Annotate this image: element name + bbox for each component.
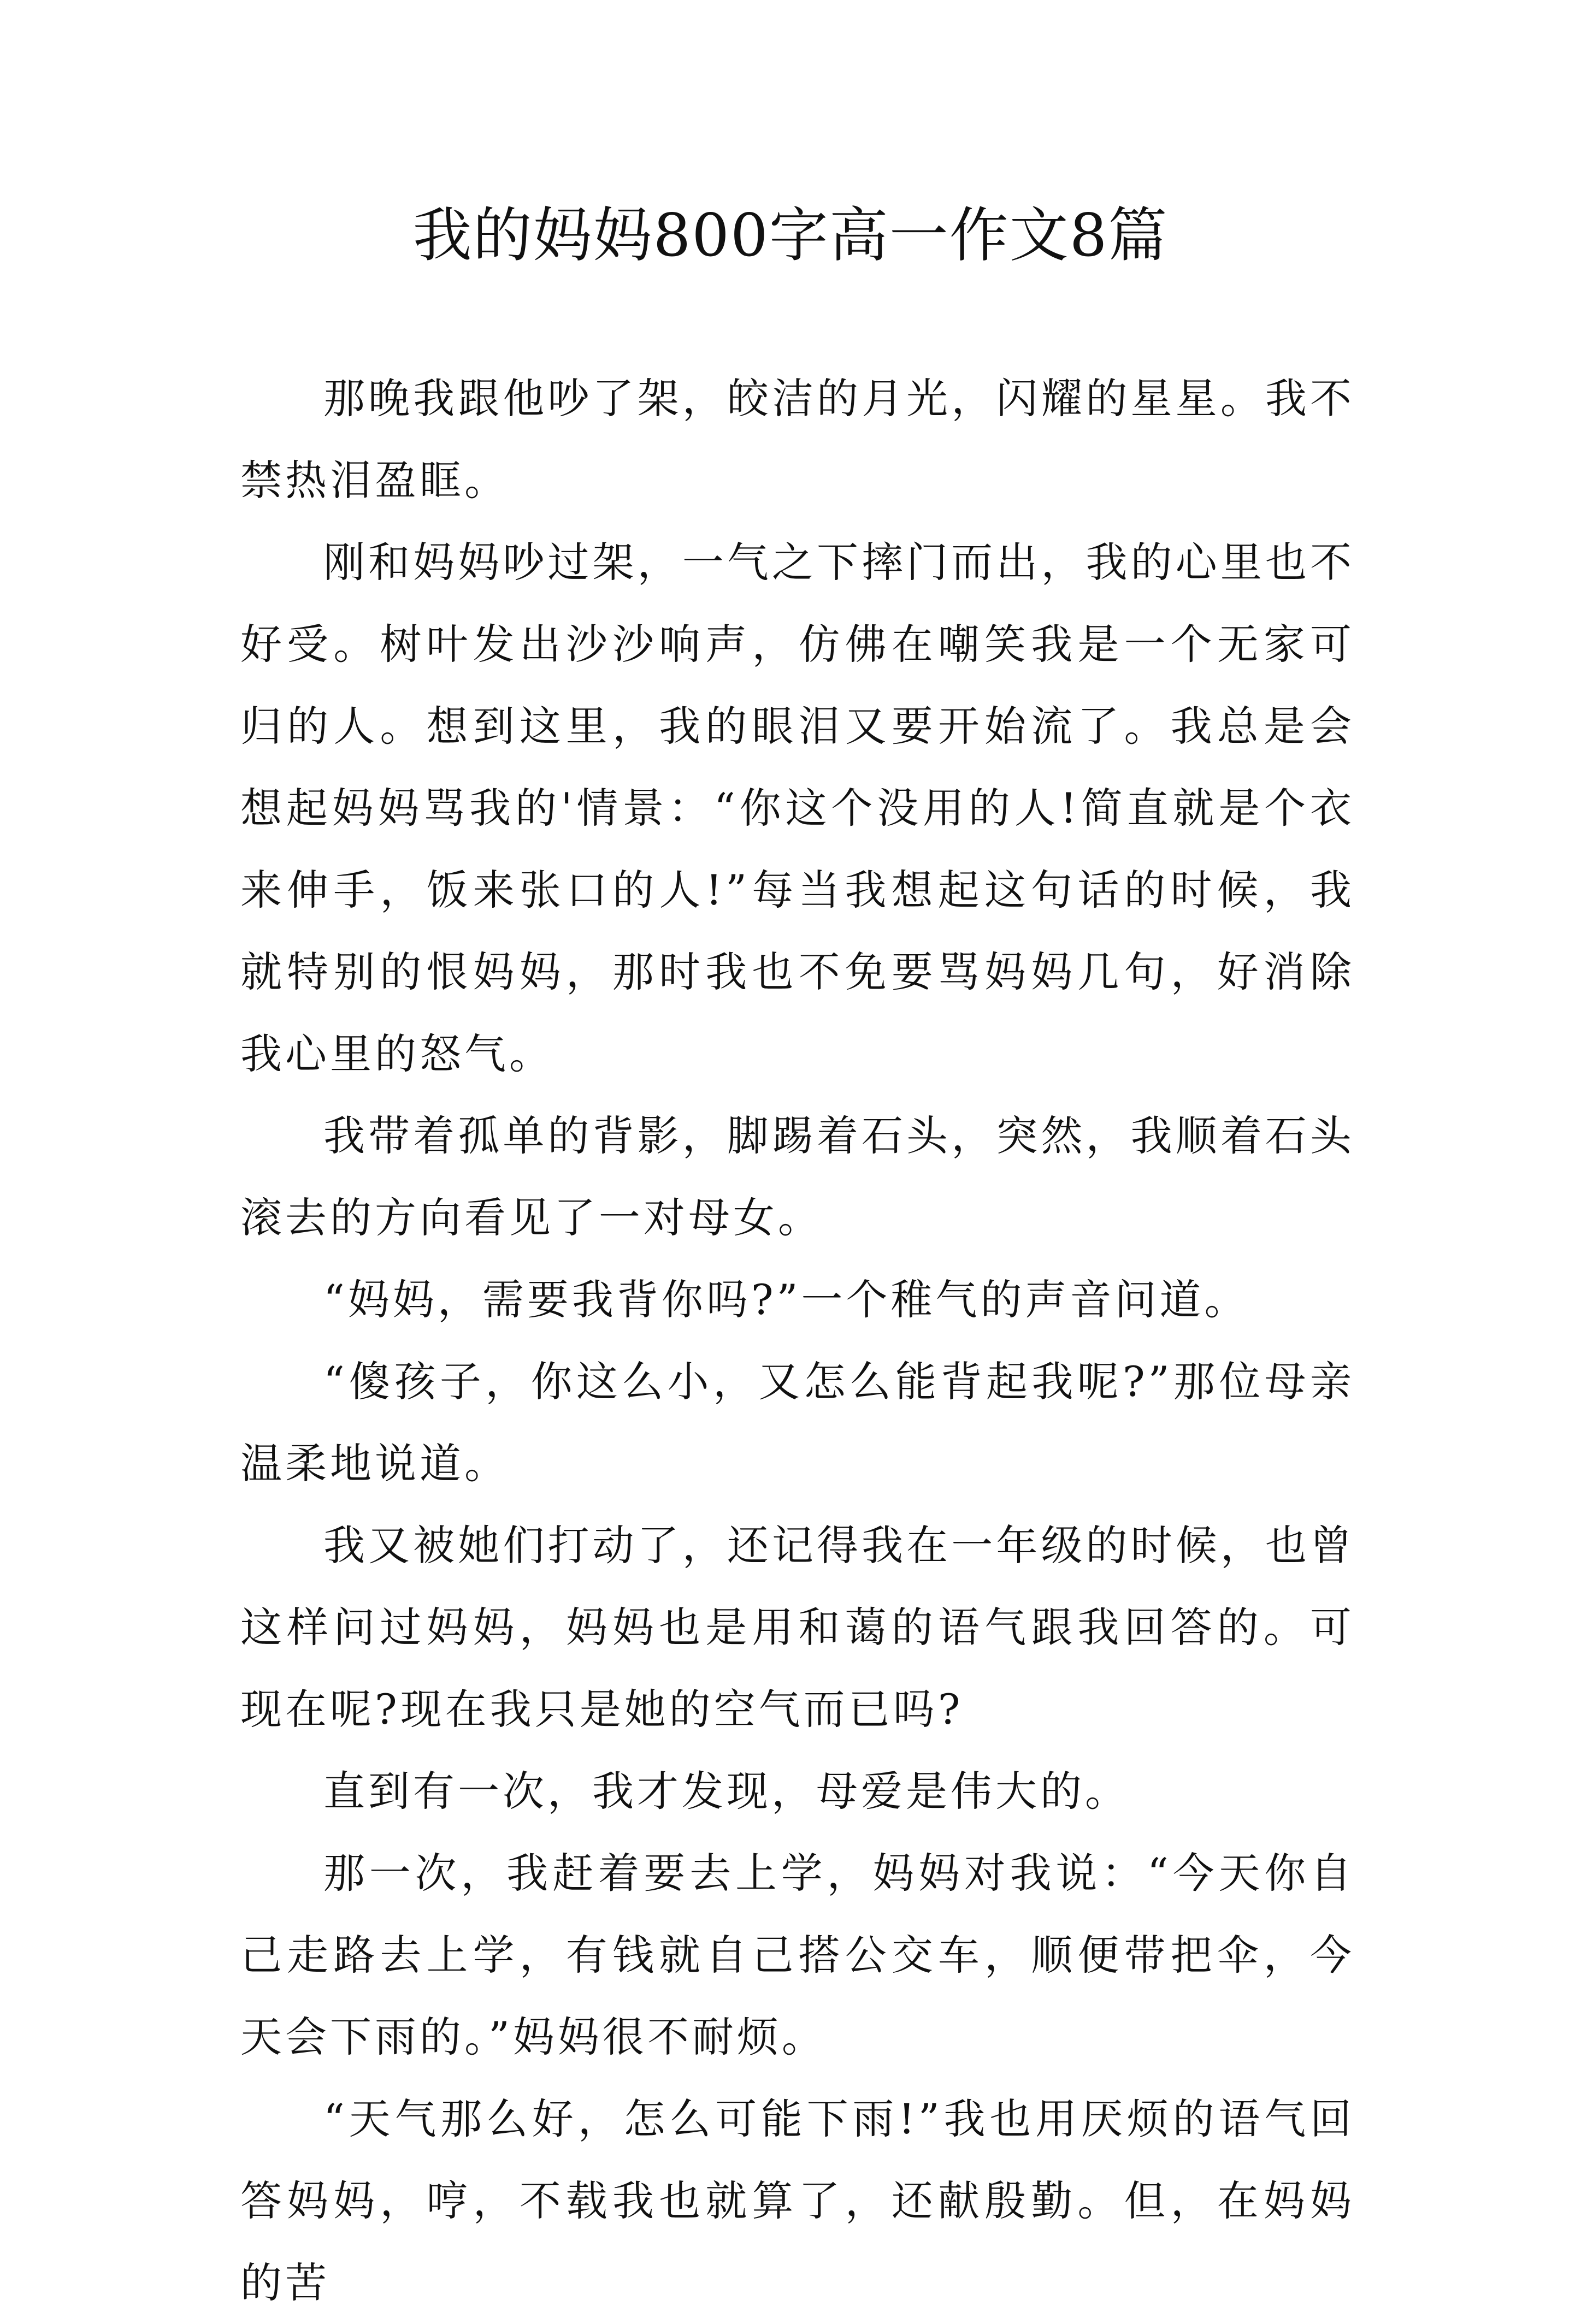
paragraph: 我又被她们打动了，还记得我在一年级的时候，也曾这样问过妈妈，妈妈也是用和蔼的语气跟我回答的。可现在呢?现在我只是她的空气而已吗? xyxy=(240,1521,1355,1734)
paragraph: “天气那么好，怎么可能下雨!”我也用厌烦的语气回答妈妈，哼，不载我也就算了，还献殷勤。但，在妈妈的苦 xyxy=(240,2095,1355,2307)
paragraph: 刚和妈妈吵过架，一气之下摔门而出，我的心里也不好受。树叶发出沙沙响声，仿佛在嘲笑我是一个无家可归的人。想到这里，我的眼泪又要开始流了。我总是会想起妈妈骂我的'情景：“你这个没用的人!简直就是个衣来伸手，饭来张口的人!”每当我想起这句话的时候，我就特别的恨妈妈，那时我也不免要骂妈妈几句，好消除我心里的怒气。 xyxy=(240,538,1355,1078)
paragraph: 那晚我跟他吵了架，皎洁的月光，闪耀的星星。我不禁热泪盈眶。 xyxy=(240,374,1355,505)
paragraph: 我带着孤单的背影，脚踢着石头，突然，我顺着石头滚去的方向看见了一对母女。 xyxy=(240,1111,1355,1242)
paragraph: 直到有一次，我才发现，母爱是伟大的。 xyxy=(323,1767,1130,1816)
paragraph: 那一次，我赶着要去上学，妈妈对我说：“今天你自己走路去上学，有钱就自己搭公交车，顺便带把伞，今天会下雨的。”妈妈很不耐烦。 xyxy=(240,1849,1355,2061)
paragraph: “妈妈，需要我背你吗?”一个稚气的声音问道。 xyxy=(323,1275,1249,1324)
document-title: 我的妈妈800字高一作文8篇 xyxy=(412,202,1169,270)
paragraph: “傻孩子，你这么小，又怎么能背起我呢?”那位母亲温柔地说道。 xyxy=(240,1357,1355,1488)
document-body xyxy=(240,358,1355,2324)
